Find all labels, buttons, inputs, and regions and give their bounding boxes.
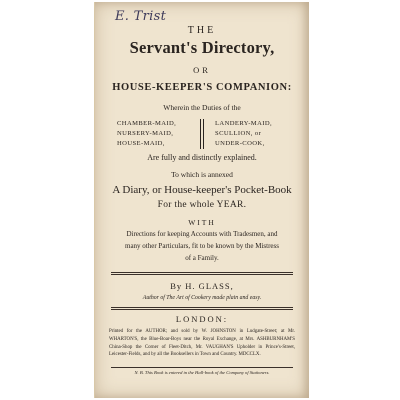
duty-item: CHAMBER-MAID, <box>117 120 177 127</box>
directions-line: Directions for keeping Accounts with Tradesmen, and <box>126 230 278 238</box>
author-name: By H. GLASS, <box>170 281 234 291</box>
duties-left-column <box>117 119 176 149</box>
book-subtitle: HOUSE-KEEPER'S COMPANION: <box>112 82 292 93</box>
handwritten-inscription: E. Trist <box>115 9 167 24</box>
divider-rule <box>111 367 293 368</box>
annexed-line: To which is annexed <box>171 170 233 179</box>
duties-divider <box>203 119 204 149</box>
duties-right-column <box>215 119 272 149</box>
duty-item: SCULLION, or <box>215 130 262 137</box>
duties-list <box>95 117 309 151</box>
divider-rule <box>111 309 293 310</box>
directions-line: many other Particulars, fit to be known by the Mistress <box>125 242 279 250</box>
divider-rule <box>111 272 293 273</box>
directions-line: of a Family. <box>185 254 219 262</box>
title-page <box>94 2 309 398</box>
divider-rule <box>111 307 293 308</box>
with-line: WITH <box>188 218 216 227</box>
book-title: Servant's Directory, <box>129 38 275 57</box>
year-line: For the whole YEAR. <box>157 200 247 210</box>
duty-item: HOUSE-MAID, <box>117 140 165 147</box>
imprint-text: Printed for the AUTHOR; and sold by W. JOHNSTON in Ludgate-Street; at Mr. WHARTON'S, the Blue-Boar-Boys near the Royal Exchange, at Mrs. ASHBURNHAM'S China-Shop the Corner of Fleet-Ditch, Mr. VAUGHAN'S Upholder in Prince's-Street, Leicester-Fields, and by all the Booksellers in Town and Country. MDCCLX. <box>109 329 295 358</box>
wherein-line: Wherein the Duties of the <box>163 103 241 112</box>
title-article: THE <box>187 25 217 36</box>
stationers-note: N. B. This Book is entered in the Hall-book of the Company of Stationers. <box>134 370 270 375</box>
author-credit: Author of The Art of Cookery made plain and easy. <box>142 295 262 301</box>
explained-line: Are fully and distinctly explained. <box>147 153 257 162</box>
title-or: OR <box>193 65 211 75</box>
divider-rule <box>111 274 293 275</box>
duties-divider <box>200 119 201 149</box>
imprint-city: LONDON: <box>175 314 229 324</box>
duty-item: NURSERY-MAID, <box>117 130 174 137</box>
duty-item: LANDERY-MAID, <box>215 120 273 127</box>
diary-line: A Diary, or House-keeper's Pocket-Book <box>112 184 292 196</box>
duty-item: UNDER-COOK, <box>215 140 265 147</box>
